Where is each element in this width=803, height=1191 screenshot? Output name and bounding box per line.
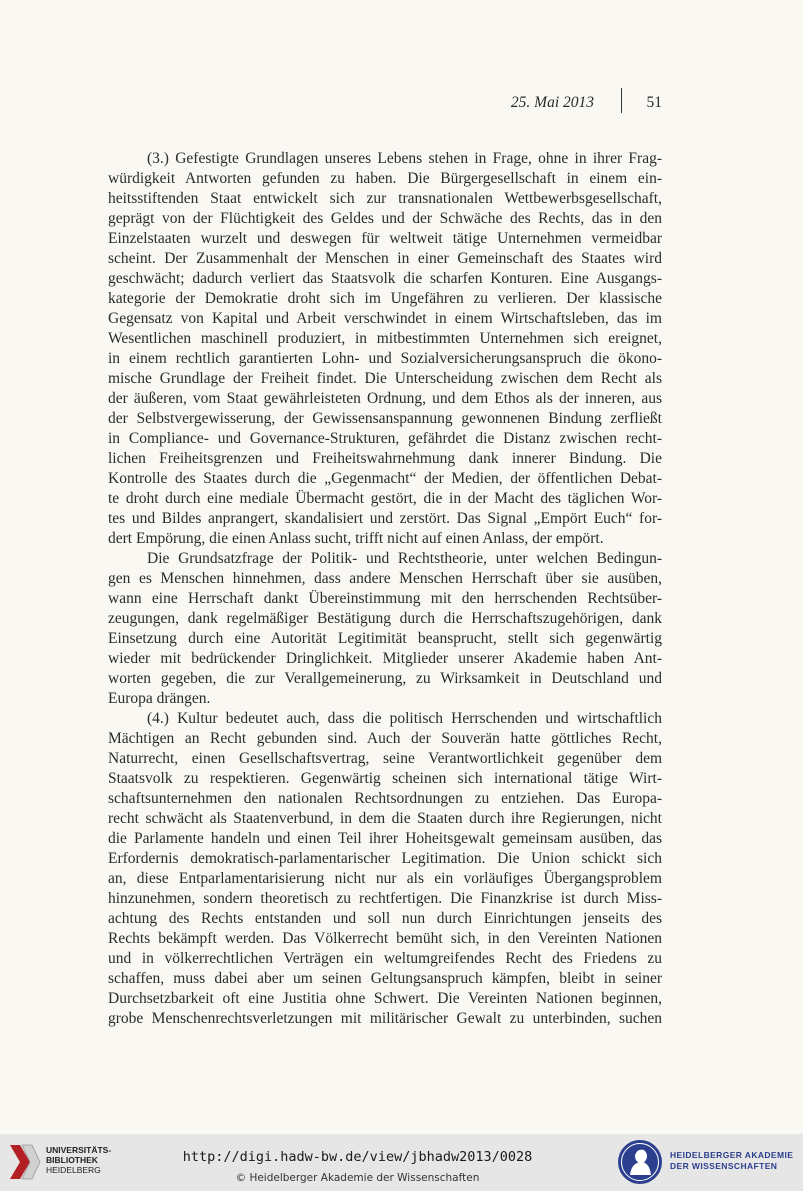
copyright-notice: © Heidelberger Akademie der Wissenschaften [235, 1172, 480, 1184]
text-line: wann eine Herrschaft dankt Übereinstimmung mit den herrschenden Rechtsüber- [108, 590, 662, 607]
logo-text-line: HEIDELBERG [46, 1165, 101, 1175]
text-line: Mächtigen an Recht gebunden sind. Auch der Souverän hatte göttliches Recht, [108, 730, 662, 747]
text-line: in einem rechtlich garantierten Lohn- und Sozialversicherungsanspruch die ökono- [108, 350, 662, 367]
logo-text-line: UNIVERSITÄTS- [46, 1145, 112, 1155]
university-library-logo[interactable] [46, 1145, 111, 1175]
text-line: und in völkerrechtlichen Verträgen ein weltumgreifendes Recht des Friedens zu [108, 950, 662, 967]
text-line: kategorie der Demokratie droht sich im Ungefähren zu verlieren. Der klassische [108, 290, 662, 307]
text-line: die Parlamente handeln und einen Teil ihrer Hoheitsgewalt gemeinsam ausüben, das [108, 830, 662, 847]
text-line: schaffen, muss dabei aber um seinen Geltungsanspruch kämpfen, bleibt in seiner [108, 970, 662, 987]
logo-text-line: HEIDELBERGER AKADEMIE [670, 1150, 794, 1160]
text-line: Gegensatz von Kapital und Arbeit verschwindet in einem Wirtschaftsleben, das im [108, 310, 662, 327]
text-line: gen es Menschen hinnehmen, dass andere Menschen Herrschaft über sie ausüben, [108, 570, 662, 587]
text-line: Wesentlichen maschinell produziert, in mitbestimmten Unternehmen sich ereignet, [108, 330, 662, 347]
text-line: schaftsunternehmen den nationalen Rechtsordnungen zu entziehen. Das Europa- [108, 790, 662, 807]
text-line: achtung des Rechts entstanden und soll nun durch Einrichtungen jenseits des [108, 910, 662, 927]
academy-seal-icon[interactable] [617, 1139, 663, 1185]
text-line: mische Grundlage der Freiheit findet. Die Unterscheidung zwischen dem Recht als [108, 370, 662, 387]
text-line: te droht durch eine mediale Übermacht gestört, die in der Macht des täglichen Wor- [108, 490, 662, 507]
viewer-footer [0, 1134, 803, 1191]
text-line: worten gegeben, die zur Verallgemeinerung, zu Wirksamkeit in Deutschland und [108, 670, 662, 687]
text-line: heitsstiftenden Staat entwickelt sich zur transnationalen Wettbewerbsgesellschaft, [108, 190, 662, 207]
text-line: würdigkeit Antworten gefunden zu haben. Die Bürgergesellschaft in einem ein- [108, 170, 662, 187]
text-line: Europa drängen. [108, 690, 211, 707]
text-line: zeugungen, dank regelmäßiger Bestätigung durch die Herrschaftszugehörigen, dank [108, 610, 662, 627]
text-line: hinzunehmen, sondern theoretisch zu rechtfertigen. Die Finanzkrise ist durch Miss- [108, 890, 662, 907]
text-line: recht schwächt als Staatenverbund, in dem die Staaten durch ihre Regierungen, nicht [108, 810, 662, 827]
text-line: der äußeren, vom Staat gewährleisteten Ordnung, und dem Ethos als der inneren, aus [108, 390, 662, 407]
text-line: lichen Freiheitsgrenzen und Freiheitswahrnehmung dank innerer Bindung. Die [108, 450, 662, 467]
text-line: geprägt von der Flüchtigkeit des Geldes und der Schwäche des Rechts, das in den [108, 210, 662, 227]
text-line: wieder mit bedrückender Dringlichkeit. Mitglieder unserer Akademie haben Ant- [108, 650, 662, 667]
text-line: scheint. Der Zusammenhalt der Menschen in einer Gemeinschaft des Staates wird [108, 250, 662, 267]
text-line: Erfordernis demokratisch-parlamentarischer Legitimation. Die Union schickt sich [108, 850, 662, 867]
running-head-date: 25. Mai 2013 [510, 94, 594, 111]
text-line: in Compliance- und Governance-Strukturen, gefährdet die Distanz zwischen recht- [108, 430, 662, 447]
text-line: Kontrolle des Staates durch die „Gegenmacht“ der Medien, der öffentlichen Debat- [108, 470, 662, 487]
logo-text-line: BIBLIOTHEK [46, 1155, 98, 1165]
text-line: Die Grundsatzfrage der Politik- und Rechtstheorie, unter welchen Bedingun- [147, 550, 662, 567]
logo-text-line: DER WISSENSCHAFTEN [670, 1161, 778, 1171]
text-line: (4.) Kultur bedeutet auch, dass die politisch Herrschenden und wirtschaftlich [147, 710, 662, 727]
text-line: geschwächt; dadurch verliert das Staatsvolk die scharfen Konturen. Eine Ausgangs- [108, 270, 662, 287]
text-line: an, diese Entparlamentarisierung nicht nur als ein vorläufiges Übergangsproblem [108, 870, 662, 887]
text-line: Naturrecht, einen Gesellschaftsvertrag, seine Verantwortlichkeit gegenüber dem [108, 750, 662, 767]
page-number: 51 [646, 94, 662, 111]
text-line: Staatsvolk zu respektieren. Gegenwärtig scheinen sich international tätige Wirt- [108, 770, 662, 787]
academy-logo[interactable] [670, 1150, 793, 1172]
text-line: Durchsetzbarkeit oft eine Justitia ohne Schwert. Die Vereinten Nationen beginnen, [108, 990, 662, 1007]
text-line: Rechts bekämpft werden. Das Völkerrecht bemüht sich, in den Vereinten Nationen [108, 930, 662, 947]
header-divider [621, 88, 622, 113]
text-line: grobe Menschenrechtsverletzungen mit militärischer Gewalt zu unterbinden, suchen [108, 1010, 662, 1027]
text-line: (3.) Gefestigte Grundlagen unseres Lebens stehen in Frage, ohne in ihrer Frag- [147, 150, 662, 167]
text-line: Einsetzung durch eine Autorität Legitimität beansprucht, stellt sich gegenwärtig [108, 630, 662, 647]
permalink-url[interactable]: http://digi.hadw-bw.de/view/jbhadw2013/0028 [182, 1149, 533, 1165]
text-line: der Selbstvergewisserung, der Gewissensanspannung gewonnenen Bindung zerfließt [108, 410, 662, 427]
text-line: tes und Bildes anprangert, skandalisiert und zerstört. Das Signal „Empört Euch“ for- [108, 510, 662, 527]
text-line: dert Empörung, die einen Anlass sucht, trifft nicht auf einen Anlass, der empört. [108, 530, 604, 547]
text-line: Einzelstaaten wurzelt und deswegen für weltweit tätige Unternehmen vermeidbar [108, 230, 662, 247]
university-library-logo-icon[interactable] [8, 1143, 42, 1181]
